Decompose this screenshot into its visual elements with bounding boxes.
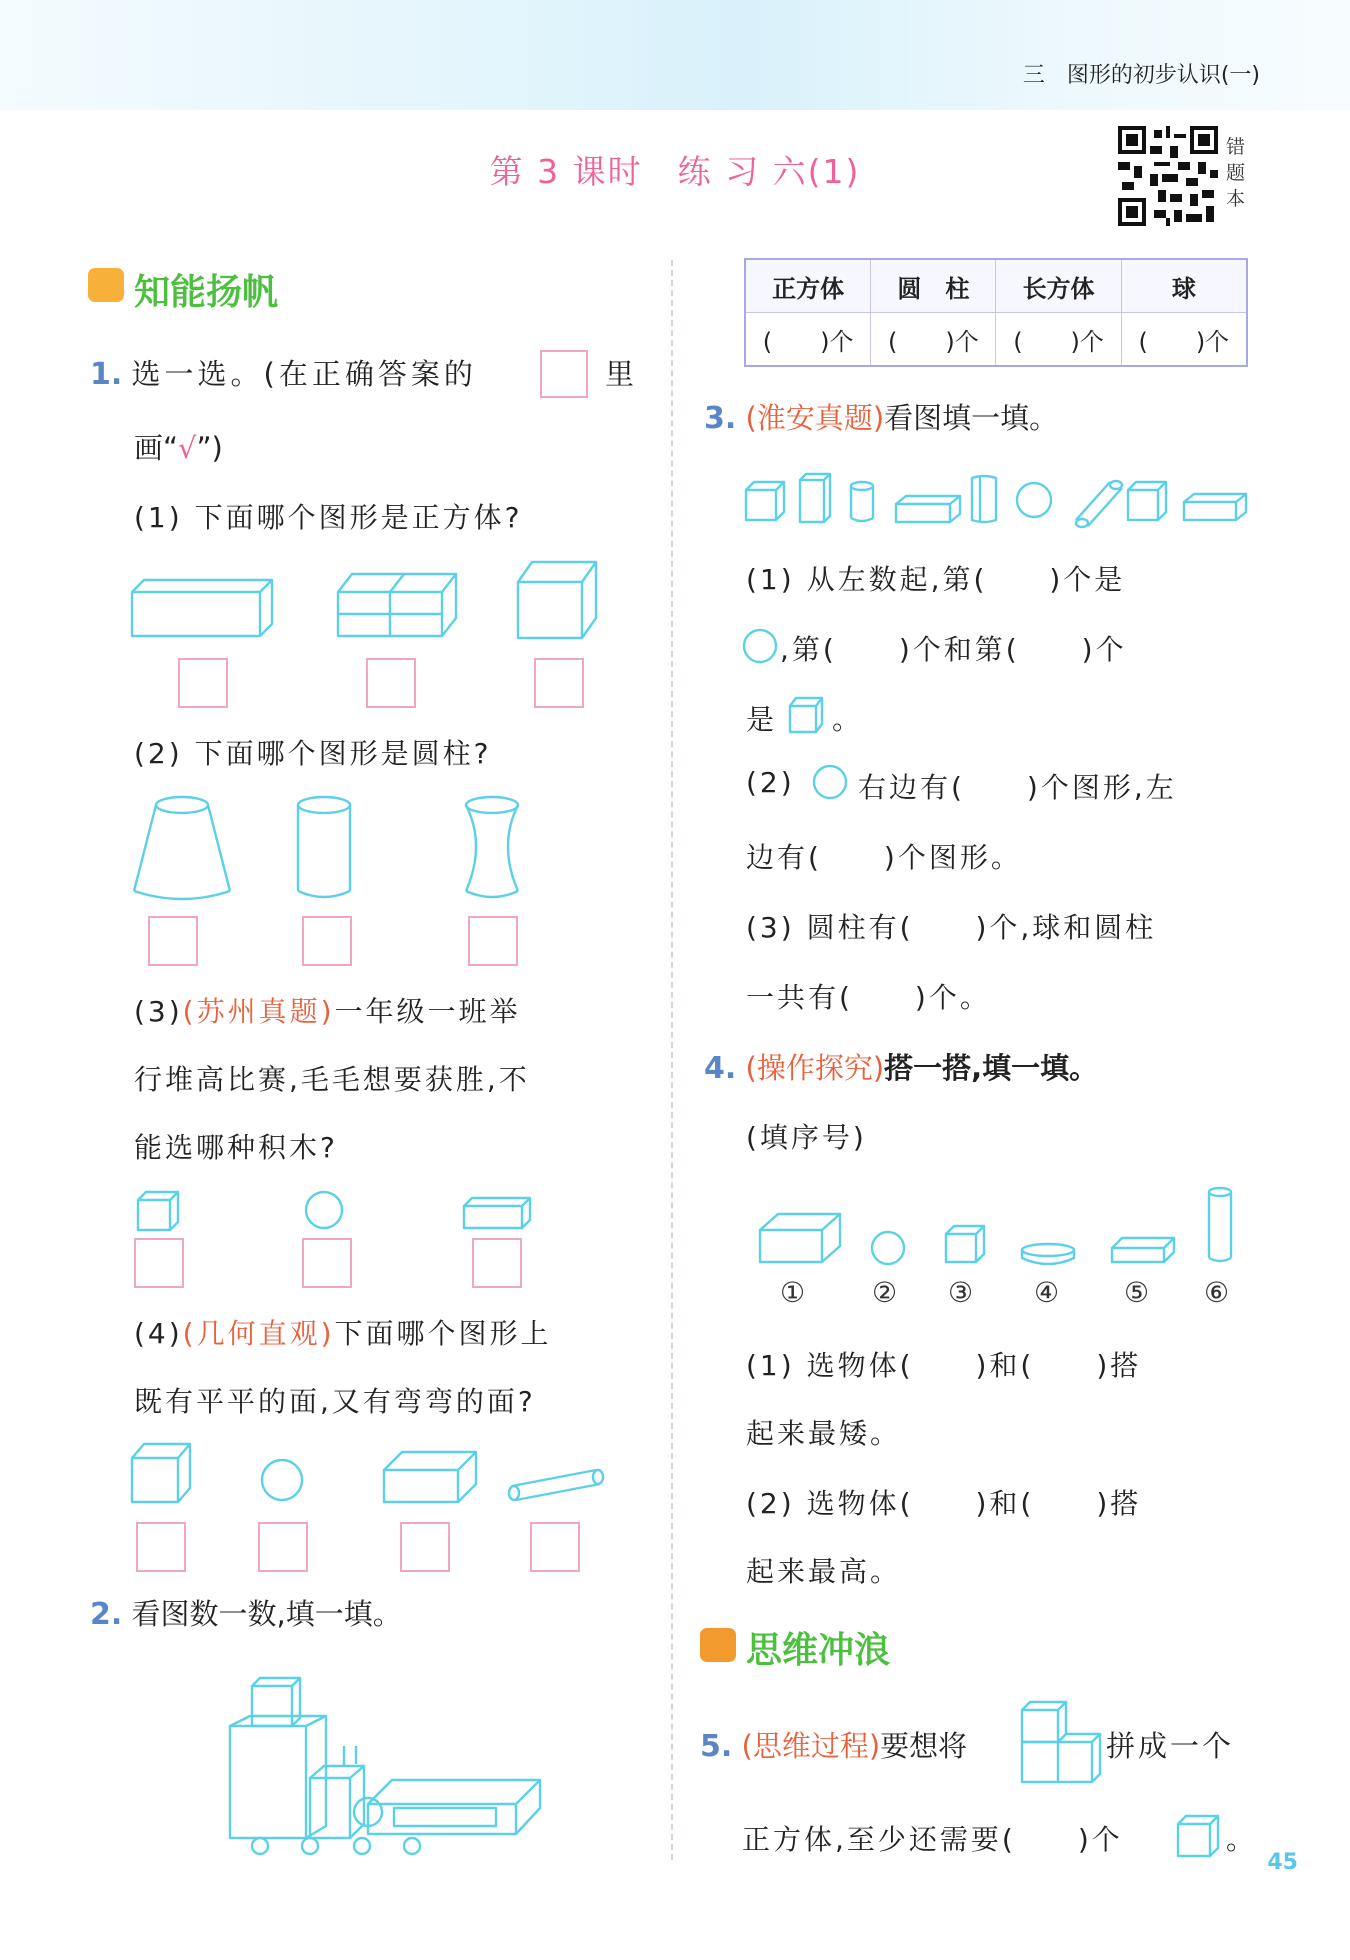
flat-cuboid-icon — [464, 1198, 530, 1228]
q1-prompt-tail: 里 — [605, 357, 635, 391]
hourglass-cylinder-icon — [466, 797, 518, 897]
q3-shape-row — [744, 470, 1254, 530]
answer-box[interactable] — [258, 1522, 308, 1572]
lesson-title: 第 3 课时 练 习 六(1) — [489, 152, 861, 191]
q1-part1: (1) 下面哪个图形是正方体? — [134, 501, 523, 534]
sail-icon — [88, 268, 124, 302]
q1-prompt: 1. 选一选。(在正确答案的 — [90, 357, 477, 392]
cube-3 — [946, 1226, 984, 1262]
frustum-icon — [134, 797, 230, 899]
sphere-icon — [262, 1460, 302, 1500]
cuboid-1 — [760, 1214, 840, 1262]
section-title-knowledge: 知能扬帆 — [134, 272, 279, 313]
sphere-icon — [742, 628, 782, 668]
sphere-icon — [306, 1192, 342, 1228]
q1-prompt-line2: 画“√”) — [134, 431, 223, 465]
q1-part3-line2: 行堆高比赛,毛毛想要获胜,不 — [134, 1063, 530, 1096]
q3-line3-start: 是 — [746, 703, 778, 736]
q5-prompt: 5. (思维过程)要想将 — [700, 1729, 968, 1764]
header-cylinder: 圆 柱 — [871, 259, 996, 313]
flat-cuboid-5 — [1112, 1238, 1174, 1262]
q4-sub: (填序号) — [746, 1121, 867, 1154]
q1-part4-shapes — [128, 1440, 608, 1510]
example-answer-box — [540, 350, 588, 398]
answer-box[interactable] — [302, 916, 352, 966]
q3-line1: (1) 从左数起,第( )个是 — [746, 563, 1126, 596]
three-cubes-figure — [1018, 1702, 1104, 1786]
object-label: ④ — [1034, 1276, 1060, 1309]
answer-box[interactable] — [366, 658, 416, 708]
cube-icon — [786, 694, 830, 738]
q3-line4: 右边有( )个图形,左 — [858, 771, 1177, 804]
wave-icon — [700, 1628, 736, 1662]
count-cell[interactable]: ( )个 — [745, 313, 871, 367]
object-label: ① — [780, 1276, 806, 1309]
cube-icon — [1174, 1810, 1224, 1860]
column-divider — [671, 260, 673, 1860]
count-cell[interactable]: ( )个 — [996, 313, 1121, 367]
q1-part2: (2) 下面哪个图形是圆柱? — [134, 737, 492, 770]
q1-part3-shapes — [130, 1186, 550, 1236]
q4-objects — [756, 1186, 1246, 1266]
answer-box[interactable] — [534, 658, 584, 708]
q4-part1: (1) 选物体( )和( )搭 — [746, 1349, 1142, 1382]
sphere-2 — [872, 1232, 904, 1264]
long-cuboid-icon — [132, 580, 272, 636]
cube-icon — [132, 1444, 190, 1502]
header-sphere: 球 — [1121, 259, 1247, 313]
count-cell[interactable]: ( )个 — [1121, 313, 1247, 367]
header-cube: 正方体 — [745, 259, 871, 313]
object-label: ⑥ — [1204, 1276, 1230, 1309]
q3-line5: 边有( )个图形。 — [746, 841, 1022, 874]
stacked-blocks-icon — [338, 574, 456, 636]
q1-part1-shapes — [130, 560, 610, 640]
unit-header: 三 图形的初步认识(一) — [1022, 63, 1260, 88]
q5-line2-end: 。 — [1226, 1823, 1258, 1856]
sphere-icon — [812, 764, 852, 804]
q3-line6: (3) 圆柱有( )个,球和圆柱 — [746, 911, 1157, 944]
answer-box[interactable] — [136, 1522, 186, 1572]
q4-part1-line2: 起来最矮。 — [746, 1417, 902, 1450]
q3-prompt: 3. (淮安真题)看图填一填。 — [704, 401, 1059, 436]
object-label: ⑤ — [1124, 1276, 1150, 1309]
top-band — [0, 0, 1350, 110]
object-label: ③ — [948, 1276, 974, 1309]
answer-box[interactable] — [148, 916, 198, 966]
q5-line2: 正方体,至少还需要( )个 — [742, 1823, 1123, 1856]
q1-part2-shapes — [130, 795, 530, 905]
q5-prompt-tail: 拼成一个 — [1106, 1729, 1235, 1763]
lying-cylinder-icon — [509, 1470, 603, 1500]
q1-part3: (3)(苏州真题)一年级一班举 — [134, 995, 521, 1028]
q1-part4: (4)(几何直观)下面哪个图形上 — [134, 1317, 552, 1350]
q3-line2: ,第( )个和第( )个 — [780, 633, 1127, 666]
q3-line3-end: 。 — [832, 703, 864, 736]
q1-part3-line3: 能选哪种积木? — [134, 1131, 338, 1164]
q3-line7: 一共有( )个。 — [746, 981, 991, 1014]
tall-cylinder-6 — [1209, 1192, 1231, 1261]
cube-icon — [518, 562, 596, 638]
answer-box[interactable] — [302, 1238, 352, 1288]
answer-box[interactable] — [472, 1238, 522, 1288]
q4-part2-line2: 起来最高。 — [746, 1555, 902, 1588]
cuboid-icon — [384, 1452, 476, 1502]
answer-box[interactable] — [468, 916, 518, 966]
answer-box[interactable] — [178, 658, 228, 708]
count-cell[interactable]: ( )个 — [871, 313, 996, 367]
answer-box[interactable] — [530, 1522, 580, 1572]
header-cuboid: 长方体 — [996, 259, 1121, 313]
q3-line4-num: (2) — [746, 766, 795, 799]
q2-prompt: 2. 看图数一数,填一填。 — [90, 1597, 402, 1632]
section-title-thinking: 思维冲浪 — [746, 1630, 891, 1671]
q1-part4-line2: 既有平平的面,又有弯弯的面? — [134, 1385, 536, 1418]
small-cube-icon — [138, 1192, 178, 1230]
cylinder-icon — [298, 797, 350, 897]
page-number: 45 — [1267, 1850, 1298, 1875]
q4-part2: (2) 选物体( )和( )搭 — [746, 1487, 1142, 1520]
qr-code-icon[interactable] — [1118, 124, 1218, 228]
q4-prompt: 4. (操作探究)搭一搭,填一填。 — [704, 1051, 1099, 1086]
wrong-question-book-label: 错 题 本 — [1226, 136, 1246, 210]
answer-box[interactable] — [134, 1238, 184, 1288]
train-figure — [226, 1656, 546, 1856]
count-table — [744, 258, 1248, 367]
disc-4 — [1022, 1244, 1074, 1256]
answer-box[interactable] — [400, 1522, 450, 1572]
object-label: ② — [872, 1276, 898, 1309]
